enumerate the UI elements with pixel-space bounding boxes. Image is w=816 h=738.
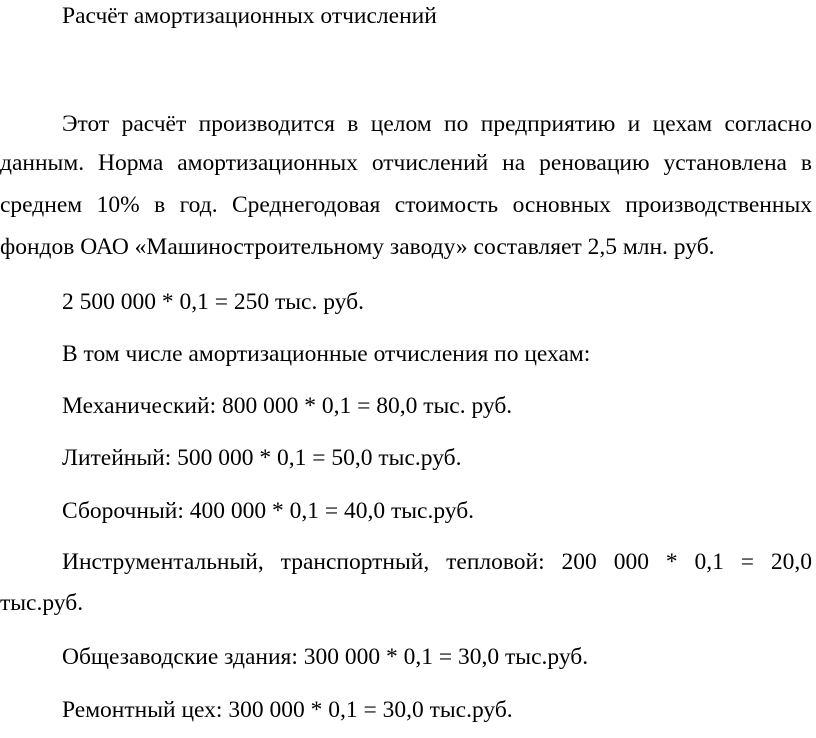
intro-line-2: данным. Норма амортизационных отчислений на реновацию установлена в xyxy=(0,150,812,176)
document-title: Расчёт амортизационных отчислений xyxy=(62,3,437,29)
shop-mechanical: Механический: 800 000 * 0,1 = 80,0 тыс. руб. xyxy=(62,393,513,419)
shop-general-buildings: Общезаводские здания: 300 000 * 0,1 = 30,0 тыс.руб. xyxy=(62,644,589,670)
shop-tool-transport-heat-line-2: тыс.руб. xyxy=(0,590,84,616)
shop-tool-transport-heat-line-1: Инструментальный, транспортный, тепловой: 200 000 * 0,1 = 20,0 xyxy=(62,549,812,575)
by-shops-intro: В том числе амортизационные отчисления по цехам: xyxy=(62,341,591,367)
intro-line-3: среднем 10% в год. Среднегодовая стоимость основных производственных xyxy=(0,192,812,218)
total-calculation: 2 500 000 * 0,1 = 250 тыс. руб. xyxy=(62,289,364,315)
shop-repair: Ремонтный цех: 300 000 * 0,1 = 30,0 тыс.руб. xyxy=(62,697,513,723)
intro-line-4: фондов ОАО «Машиностроительному заводу» составляет 2,5 млн. руб. xyxy=(0,234,715,260)
shop-foundry: Литейный: 500 000 * 0,1 = 50,0 тыс.руб. xyxy=(62,445,462,471)
intro-line-1: Этот расчёт производится в целом по предприятию и цехам согласно xyxy=(62,111,812,137)
shop-assembly: Сборочный: 400 000 * 0,1 = 40,0 тыс.руб. xyxy=(62,498,475,524)
